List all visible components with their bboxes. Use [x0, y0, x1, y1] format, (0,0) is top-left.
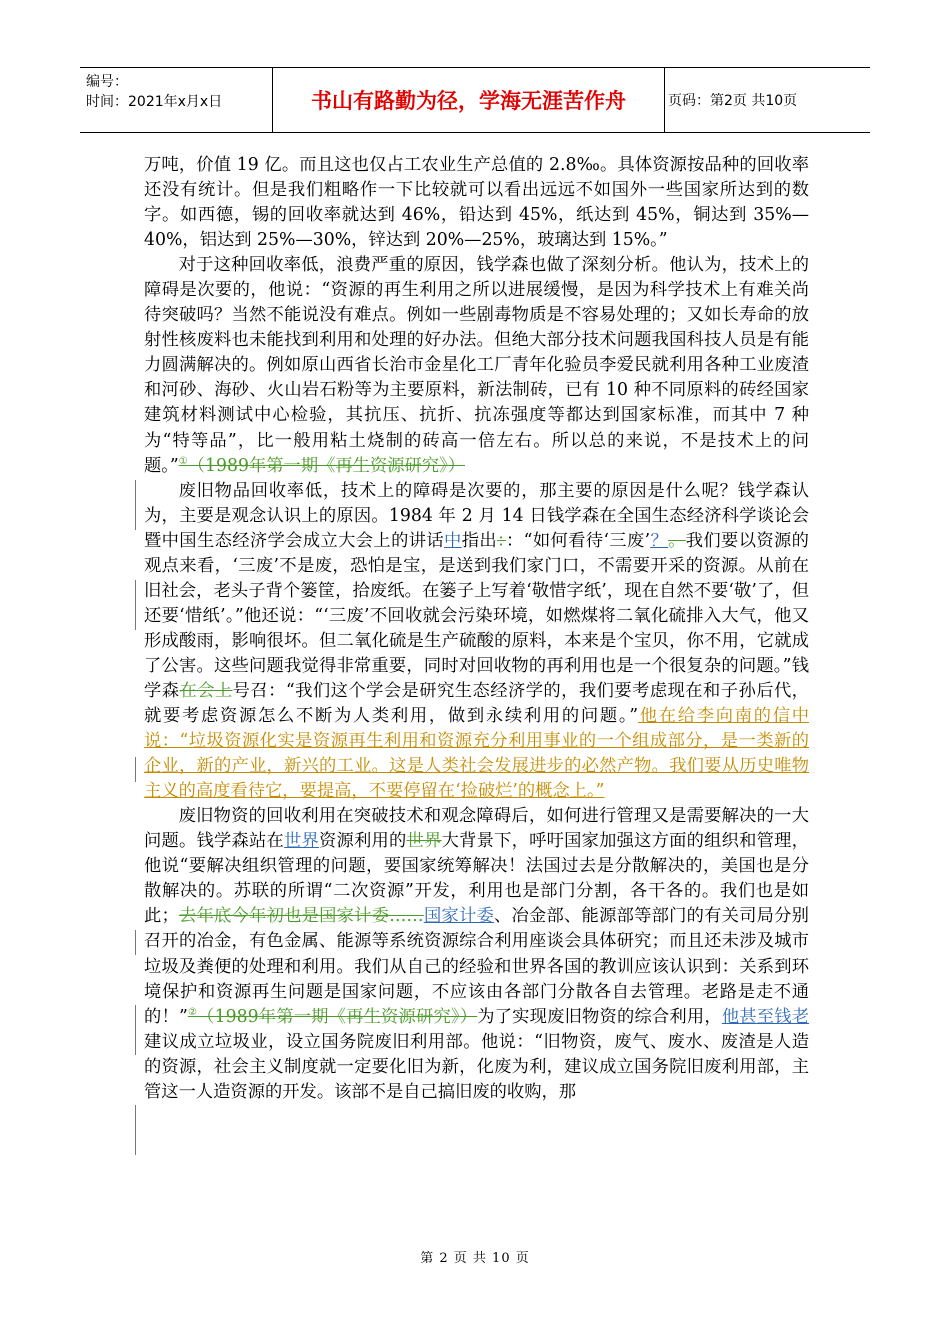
change-bar — [135, 757, 136, 782]
inserted-text: 国家计委 — [423, 906, 494, 927]
text-run: 、冶金部、能源部等部门的有关司局分别召开的冶金，有色金属、能源等系统资源综合利用座谈会具体研究；而且还未涉及城市垃圾及粪便的处理和利用。我们从自己的经验和世界各国的教训应该认识到：关系到环境保护和资源再生问题是国家问题，不应该由各部门分散各自去管理。老路是走不通的！” — [144, 906, 809, 1027]
change-bar — [135, 580, 136, 630]
text-run: 为了实现废旧物资的综合利用， — [477, 1006, 722, 1027]
number-label: 编号： — [86, 74, 128, 90]
change-bar — [135, 930, 136, 955]
inserted-text: 他甚至钱老 — [721, 1006, 809, 1027]
header-motto-cell — [273, 68, 665, 132]
deleted-text: 去年底今年初也是国家计委…… — [178, 906, 424, 927]
page-header — [80, 67, 870, 133]
text-run: 废旧物品回收率低，技术上的障碍是次要的，那主要的原因是什么呢？钱学森认为，主要是观念认识上的原因。1984 年 2 月 14 日钱学森在全国生态经济科学谈论会暨中国生态经济学会成立大会上的讲话 — [144, 480, 809, 551]
change-bar — [135, 1105, 136, 1155]
paragraph-4 — [144, 804, 809, 1105]
paragraph-2-text: 对于这种回收率低，浪费严重的原因，钱学森也做了深刻分析。他认为，技术上的障碍是次要的，他说：“资源的再生利用之所以进展缓慢，是因为科学技术上有难关尚待突破吗？当然不能说没有难点。例如一些剧毒物质是不容易处理的；又如长寿命的放射性核废料也未能找到利用和处理的好办法。但绝大部分技术问题我国科技人员是有能力圆满解决的。例如原山西省长治市金星化工厂青年化验员李爱民就利用各种工业废渣和河砂、海砂、火山岩石粉等为主要原料，新法制砖，已有 10 种不同原料的砖经国家建筑材料测试中心检验，其抗压、抗折、抗冻强度等都达到国家标准，而其中 7 种为“特等品”，比一般用粘土烧制的砖高一倍左右。所以总的来说，不是技术上的问题。” — [144, 255, 809, 476]
footnote-ref-2[interactable]: ② — [187, 1006, 198, 1018]
deleted-text: ： — [496, 530, 506, 551]
deleted-citation: （1989年第一期《再生资源研究》） — [197, 1006, 478, 1027]
document-body — [144, 153, 809, 1105]
page-info: 页码：第2页 共10页 — [668, 93, 798, 109]
footnote-ref-1[interactable]: ① — [178, 455, 188, 467]
change-bar — [135, 480, 136, 530]
time-label: 时间：2021年x月x日 — [86, 94, 223, 110]
text-run: 建议成立垃圾业，设立国务院废旧利用部。他说：“旧物资，废气、废水、废渣是人造的资源，社会主义制度就一定要化旧为新，化废为利，建议成立国务院旧废利用部，主管这一人造资源的开发。该部不是自己搞旧废的收购，那 — [144, 1031, 809, 1102]
text-run: 大背景下，呼吁国家加强这方面的组织和管理，他说“要解决组织管理的问题，要国家统筹解决！法国过去是分散解决的，美国也是分散解决的。苏联的所谓“二次资源”开发，利用也是部门分割，各干各的。我们也是如此； — [144, 831, 809, 927]
deleted-text: 在会上 — [179, 680, 233, 701]
paragraph-1: 万吨，价值 19 亿。而且这也仅占工农业生产总值的 2.8‰。具体资源按品种的回收率还没有统计。但是我们粗略作一下比较就可以看出远远不如国外一些国家所达到的数字。如西德，锡的回收率就达到 46%，铅达到 45%，纸达到 45%，铜达到 35%—40%，铝达到 25%—30%，锌达到 20%—25%，玻璃达到 15%。” — [144, 155, 809, 251]
inserted-text: 世界 — [284, 831, 320, 852]
page-footer: 第 2 页 共 10 页 — [420, 1251, 530, 1266]
inserted-quote: 他在给李向南的信中说：“垃圾资源化实是资源再生利用和资源充分利用事业的一个组成部分，是一类新的企业，新的产业，新兴的工业。这是人类社会发展进步的必然产物。我们要从历史唯物主义的高度看待它，要提高，不要停留在‘捡破烂’的概念上。” — [144, 706, 809, 802]
paragraph-3 — [144, 479, 809, 805]
deleted-text: 世界 — [406, 831, 442, 852]
text-run: 号召：“我们这个学会是研究生态经济学的，我们要考虑现在和子孙后代，就要考虑资源怎么不断为人类利用，做到永续利用的问题。” — [144, 680, 809, 727]
deleted-text: 。 — [668, 530, 686, 551]
text-run: 指出 — [461, 530, 497, 551]
text-run: 我们要以资源的观点来看，‘三废’不是废，恐怕是宝，是送到我们家门口，不需要开采的资源。从前在旧社会，老头子背个篓筐，拾废纸。在篓子上写着‘敬惜字纸’，现在自然不要‘敬’了，但还要‘惜纸’。”他还说：“‘三废’不回收就会污染环境，如燃煤将二氧化硫排入大气，他又形成酸雨，影响很坏。但二氧化硫是生产硫酸的原料，本来是个宝贝，你不用，它就成了公害。这些问题我觉得非常重要，同时对回收物的再利用也是一个很复杂的问题。”钱学森 — [144, 530, 809, 701]
text-run: 资源利用的 — [319, 831, 407, 852]
change-bar — [135, 1005, 136, 1055]
inserted-text: 中 — [444, 530, 462, 551]
deleted-citation: （1989年第一期《再生资源研究》） — [187, 455, 466, 476]
text-run: 废旧物资的回收利用在突破技术和观念障碍后，如何进行管理又是需要解决的一大问题。钱学森站在 — [144, 806, 809, 852]
motto: 书山有路勤为径，学海无涯苦作舟 — [311, 89, 626, 113]
header-meta — [80, 68, 273, 132]
inserted-text: ？ — [650, 530, 669, 551]
paragraph-2 — [144, 253, 809, 478]
text-run: ：“如何看待‘三废’ — [506, 530, 651, 551]
